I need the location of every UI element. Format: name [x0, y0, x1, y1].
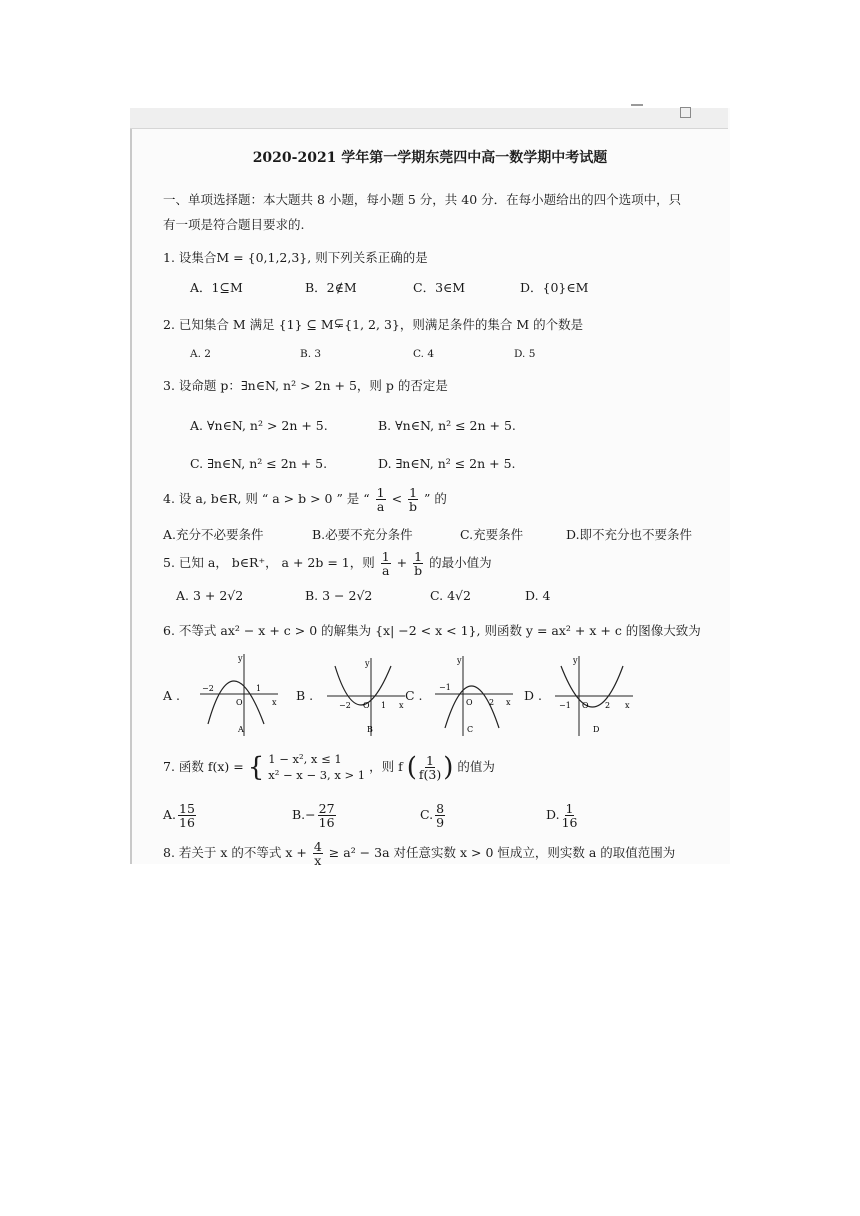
q5-stem: 5. 已知 a， b∈R⁺， a + 2b = 1，则 $\frac{1}{a}$ + $\frac{1}{b}$ 的最小值为	[163, 549, 492, 579]
q1-option-a: A．1⊆M	[190, 280, 243, 295]
graph-label: y	[238, 654, 243, 663]
graph-label: 1	[381, 701, 387, 710]
q2-stem: 2. 已知集合 M 满足 {1} ⊆ M⊊{1, 2, 3}，则满足条件的集合 M 的个数是	[163, 315, 584, 332]
graph-label: y	[457, 656, 462, 665]
q6-stem: 6. 不等式 ax² − x + c > 0 的解集为 {x| −2 < x < 1}, 则函数 y = ax² + x + c 的图像大致为	[163, 623, 701, 638]
q2-option-d: D. 5	[514, 348, 536, 360]
graph-label: −2	[202, 684, 214, 693]
q6-option-c-label: C .	[405, 688, 423, 703]
graph-label: O	[582, 701, 589, 710]
q4-stem: 4. 设 a, b∈R, 则 “ a > b > 0 ” 是 “ $\frac{1}{a}$ < $\frac{1}{b}$ ” 的	[163, 485, 447, 515]
q3-option-d: D. ∃n∈N, n² ≤ 2n + 5.	[378, 456, 516, 471]
q7-option-b: B.− $\frac{27}{16}$	[292, 801, 335, 831]
graph-label: 2	[489, 698, 495, 707]
q1-option-c: C．3∈M	[413, 280, 466, 295]
minimize-icon[interactable]	[631, 104, 643, 106]
maximize-icon[interactable]	[680, 107, 691, 118]
graph-label: −2	[339, 701, 351, 710]
q1-option-b: B．2∉M	[305, 280, 357, 295]
graph-label: x	[625, 701, 630, 710]
graph-label: 2	[605, 701, 611, 710]
q6-option-b-label: B .	[296, 688, 314, 703]
graph-label: O	[363, 701, 370, 710]
graph-label: y	[365, 659, 370, 668]
q4-option-b: B.必要不充分条件	[312, 527, 413, 542]
graph-label: x	[506, 698, 511, 707]
q6-graph-c	[433, 652, 517, 734]
graph-label: x	[272, 698, 277, 707]
graph-label: −1	[439, 683, 451, 692]
q3-option-b: B. ∀n∈N, n² ≤ 2n + 5.	[378, 418, 516, 433]
graph-label: −1	[559, 701, 571, 710]
q7-option-c: C. $\frac{8}{9}$	[420, 801, 445, 831]
graph-label: x	[399, 701, 404, 710]
q6-option-d-label: D .	[524, 688, 542, 703]
exam-title: 2020-2021 学年第一学期东莞四中高一数学期中考试题	[252, 150, 608, 166]
q7-option-a: A. $\frac{15}{16}$	[163, 801, 195, 831]
graph-caption: D	[593, 725, 600, 734]
graph-label: 1	[256, 684, 262, 693]
q1-stem: 1. 设集合M = {0,1,2,3}, 则下列关系正确的是	[163, 250, 428, 265]
q7-option-d: D. $\frac{1}{16}$	[546, 801, 578, 831]
q8-stem: 8. 若关于 x 的不等式 x + $\frac{4}{x}$ ≥ a² − 3a 对任意实数 x > 0 恒成立，则实数 a 的取值范围为	[163, 839, 676, 869]
q5-option-c: C. 4√2	[430, 588, 471, 603]
q3-stem: 3. 设命题 p：∃n∈N, n² > 2n + 5，则 p 的否定是	[163, 378, 448, 393]
graph-label: O	[236, 698, 243, 707]
graph-caption: A	[238, 725, 244, 734]
q3-option-c: C. ∃n∈N, n² ≤ 2n + 5.	[190, 456, 328, 471]
q6-graph-a	[198, 652, 282, 734]
q4-option-d: D.即不充分也不要条件	[566, 527, 693, 542]
q5-option-a: A. 3 + 2√2	[176, 588, 244, 603]
graph-caption: B	[367, 725, 373, 734]
q5-option-b: B. 3 − 2√2	[305, 588, 373, 603]
q3-option-a: A. ∀n∈N, n² > 2n + 5.	[190, 418, 328, 433]
window-toolbar	[130, 108, 728, 129]
section-instructions-line2: 有一项是符合题目要求的.	[163, 217, 305, 232]
q4-option-c: C.充要条件	[460, 527, 524, 542]
q5-option-d: D. 4	[525, 588, 551, 603]
graph-label: y	[573, 656, 578, 665]
q7-stem: 7. 函数 f(x) = { 1 − x², x ≤ 1 x² − x − 3, x > 1 ，则 f ( $\frac{1}{f(3)}$ ) 的值为	[163, 752, 495, 783]
q2-option-b: B. 3	[300, 348, 322, 360]
q1-option-d: D．{0}∈M	[520, 280, 589, 295]
q6-graph-b	[325, 652, 409, 734]
q4-option-a: A.充分不必要条件	[163, 527, 264, 542]
q2-option-c: C. 4	[413, 348, 435, 360]
graph-label: O	[466, 698, 473, 707]
q6-graph-d	[553, 652, 637, 734]
graph-caption: C	[467, 725, 474, 734]
section-instructions-line1: 一、单项选择题：本大题共 8 小题，每小题 5 分，共 40 分．在每小题给出的四个选项中，只	[163, 192, 682, 207]
q2-option-a: A. 2	[190, 348, 211, 360]
q6-option-a-label: A .	[163, 688, 180, 703]
